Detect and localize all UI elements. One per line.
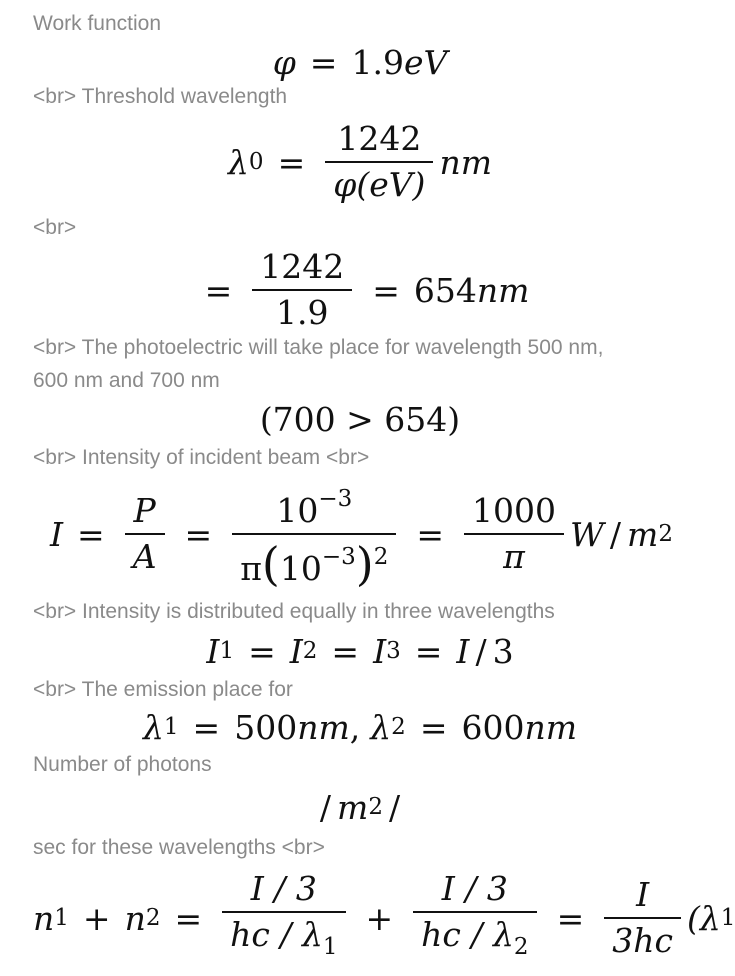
fraction-value: $\frac{1242}{1.9}$ [252,247,352,333]
equation-threshold-value: = $\frac{1242}{1.9}$ = 654 nm [204,247,530,332]
text-intensity-distributed: <br> Intensity is distributed equally in three wavelengths [33,600,555,623]
equation-inequality: (700 > 654) [259,399,461,439]
text-intensity-incident: <br> Intensity of incident beam <br> [33,446,370,469]
text-photoelectric-1: <br> The photoelectric will take place for wavelength 500 nm, [33,336,604,359]
equation-emission: λ 1 = 500 nm , λ 2 = 600 nm [142,707,578,747]
equation-intensity: I = $\frac{P}{A}$ = $\frac{10^{-3}}{\pi(10^{-3})^2}$ = $\frac{1000}{\pi}$ W / m 2 [50,474,673,594]
equation-photon-count: n 1 + n 2 = $\frac{I / 3}{hc / \lambda_1}$ + $\frac{I / 3}{hc / \lambda_2}$ = $\frac{I}{3hc}$ (λ 1 [33,866,735,970]
text-sec-wavelengths: sec for these wavelengths <br> [33,836,325,859]
text-br: <br> [33,216,77,239]
equation-per-area: / m 2 / [319,787,401,827]
fraction-power-area: $\frac{10^{-3}}{\pi(10^{-3})^2}$ [232,479,396,589]
equation-work-function: φ = 1.9 eV [272,42,448,82]
text-work-function: Work function [33,12,161,35]
text-threshold-wavelength: <br> Threshold wavelength [33,85,288,108]
fraction-n2: $\frac{I / 3}{hc / \lambda_2}$ [413,869,536,967]
equation-threshold: λ 0 = $\frac{1242}{\varphi(eV)}$ nm [228,119,492,204]
fraction-p-over-a: $\frac{P}{A}$ [125,491,165,577]
fraction-1000-pi: $\frac{1000}{\pi}$ [464,491,564,577]
fraction-threshold: $\frac{1242}{\varphi(eV)}$ [325,119,433,205]
fraction-n1: $\frac{I / 3}{hc / \lambda_1}$ [222,869,345,967]
text-number-photons: Number of photons [33,753,212,776]
fraction-i-over-3hc: $\frac{I}{3hc}$ [604,875,681,961]
text-photoelectric-2: 600 nm and 700 nm [33,369,220,392]
equation-intensity-split: I 1 = I 2 = I 3 = I / 3 [206,631,514,671]
text-emission-place: <br> The emission place for [33,678,293,701]
